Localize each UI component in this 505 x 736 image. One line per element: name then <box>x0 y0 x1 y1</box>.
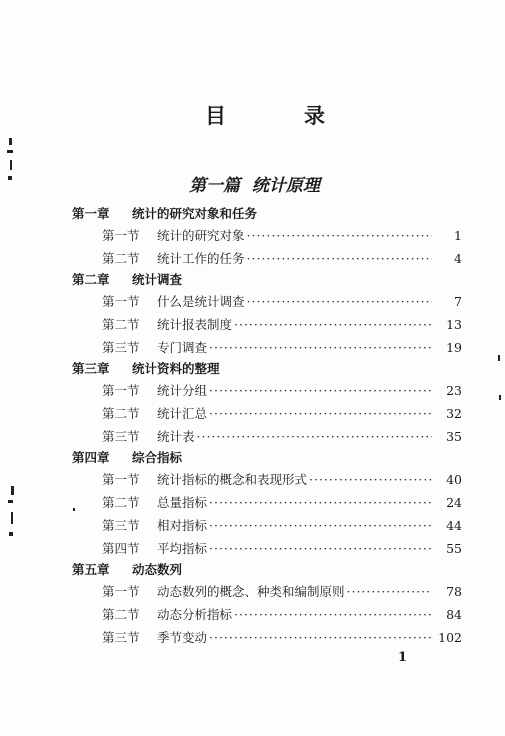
section-label: 第四节 <box>102 541 140 556</box>
chapter-heading <box>72 270 462 290</box>
page-title <box>205 100 325 130</box>
toc-entry <box>72 491 462 514</box>
page-number: 40 <box>446 472 462 487</box>
toc-entry <box>72 537 462 560</box>
section-label: 第一节 <box>102 472 140 487</box>
dot-leader <box>209 514 432 537</box>
scan-artifact <box>10 160 12 170</box>
section-label: 第二节 <box>102 495 140 510</box>
page-number: 1 <box>454 228 462 243</box>
scan-artifact <box>73 508 75 511</box>
toc-entry <box>72 224 462 247</box>
table-of-contents <box>72 204 462 649</box>
section-label: 第三节 <box>102 429 140 444</box>
toc-entry <box>72 425 462 448</box>
dot-leader <box>309 468 432 491</box>
scan-artifact <box>9 138 12 145</box>
page-number: 35 <box>446 429 462 444</box>
toc-entry <box>72 603 462 626</box>
section-title: 总量指标 <box>157 495 208 510</box>
dot-leader <box>247 290 432 313</box>
section-label: 第一节 <box>102 228 140 243</box>
section-label: 第一节 <box>102 383 140 398</box>
scan-artifact <box>9 532 13 536</box>
toc-entry <box>72 514 462 537</box>
section-label: 第三节 <box>102 630 140 645</box>
dot-leader <box>209 537 432 560</box>
section-title: 统计的研究对象 <box>157 228 245 243</box>
section-label: 第一节 <box>102 294 140 309</box>
folio-page-number: 1 <box>398 650 408 665</box>
dot-leader <box>209 491 432 514</box>
chapter-title: 动态数列 <box>132 562 183 577</box>
part-title: 第一篇 统计原理 <box>189 176 320 196</box>
toc-entry <box>72 290 462 313</box>
scan-artifact <box>498 355 500 361</box>
page-number: 78 <box>446 584 462 599</box>
dot-leader <box>209 379 432 402</box>
page-number: 7 <box>454 294 462 309</box>
section-title: 统计汇总 <box>157 406 208 421</box>
chapter-label: 第一章 <box>72 206 110 221</box>
section-label: 第二节 <box>102 251 140 266</box>
scan-artifact <box>7 150 13 153</box>
dot-leader <box>247 224 432 247</box>
page-number: 44 <box>446 518 462 533</box>
chapter-heading <box>72 448 462 468</box>
dot-leader <box>234 603 432 626</box>
section-title: 季节变动 <box>157 630 208 645</box>
chapter-title: 统计资料的整理 <box>132 361 220 376</box>
dot-leader <box>209 626 432 649</box>
dot-leader <box>247 247 432 270</box>
section-label: 第一节 <box>102 584 140 599</box>
chapter-title: 统计的研究对象和任务 <box>132 206 258 221</box>
page-number: 32 <box>446 406 462 421</box>
scan-artifact <box>11 512 13 524</box>
dot-leader <box>197 425 432 448</box>
scan-artifact <box>11 486 14 495</box>
section-label: 第二节 <box>102 317 140 332</box>
chapter-label: 第三章 <box>72 361 110 376</box>
dot-leader <box>209 402 432 425</box>
section-title: 统计工作的任务 <box>157 251 245 266</box>
dot-leader <box>234 313 432 336</box>
page-number: 84 <box>446 607 462 622</box>
page-number: 24 <box>446 495 462 510</box>
section-title: 专门调查 <box>157 340 208 355</box>
toc-entry <box>72 580 462 603</box>
section-title: 统计指标的概念和表现形式 <box>157 472 308 487</box>
dot-leader <box>347 580 432 603</box>
toc-entry <box>72 379 462 402</box>
dot-leader <box>209 336 432 359</box>
toc-entry <box>72 247 462 270</box>
toc-entry <box>72 468 462 491</box>
chapter-label: 第二章 <box>72 272 110 287</box>
page-number: 23 <box>446 383 462 398</box>
chapter-title: 综合指标 <box>132 450 183 465</box>
page-number: 13 <box>446 317 462 332</box>
chapter-heading <box>72 359 462 379</box>
chapter-heading <box>72 204 462 224</box>
section-label: 第二节 <box>102 406 140 421</box>
section-title: 统计报表制度 <box>157 317 233 332</box>
scan-artifact <box>8 176 12 180</box>
section-title: 相对指标 <box>157 518 208 533</box>
section-title: 什么是统计调查 <box>157 294 245 309</box>
section-title: 统计分组 <box>157 383 208 398</box>
page-number: 102 <box>438 630 462 645</box>
toc-entry <box>72 626 462 649</box>
section-label: 第三节 <box>102 518 140 533</box>
section-title: 平均指标 <box>157 541 208 556</box>
page-number: 4 <box>454 251 462 266</box>
scan-artifact <box>499 395 501 400</box>
scan-artifact <box>8 500 13 503</box>
title-char-2: 录 <box>304 103 325 128</box>
toc-entry <box>72 313 462 336</box>
section-title: 动态数列的概念、种类和编制原则 <box>157 584 345 599</box>
section-label: 第二节 <box>102 607 140 622</box>
title-char-1: 目 <box>205 103 226 128</box>
section-title: 动态分析指标 <box>157 607 233 622</box>
chapter-label: 第五章 <box>72 562 110 577</box>
chapter-title: 统计调查 <box>132 272 183 287</box>
chapter-heading <box>72 560 462 580</box>
section-title: 统计表 <box>157 429 195 444</box>
section-label: 第三节 <box>102 340 140 355</box>
toc-entry <box>72 402 462 425</box>
page-number: 19 <box>446 340 462 355</box>
page-number: 55 <box>446 541 462 556</box>
toc-entry <box>72 336 462 359</box>
chapter-label: 第四章 <box>72 450 110 465</box>
